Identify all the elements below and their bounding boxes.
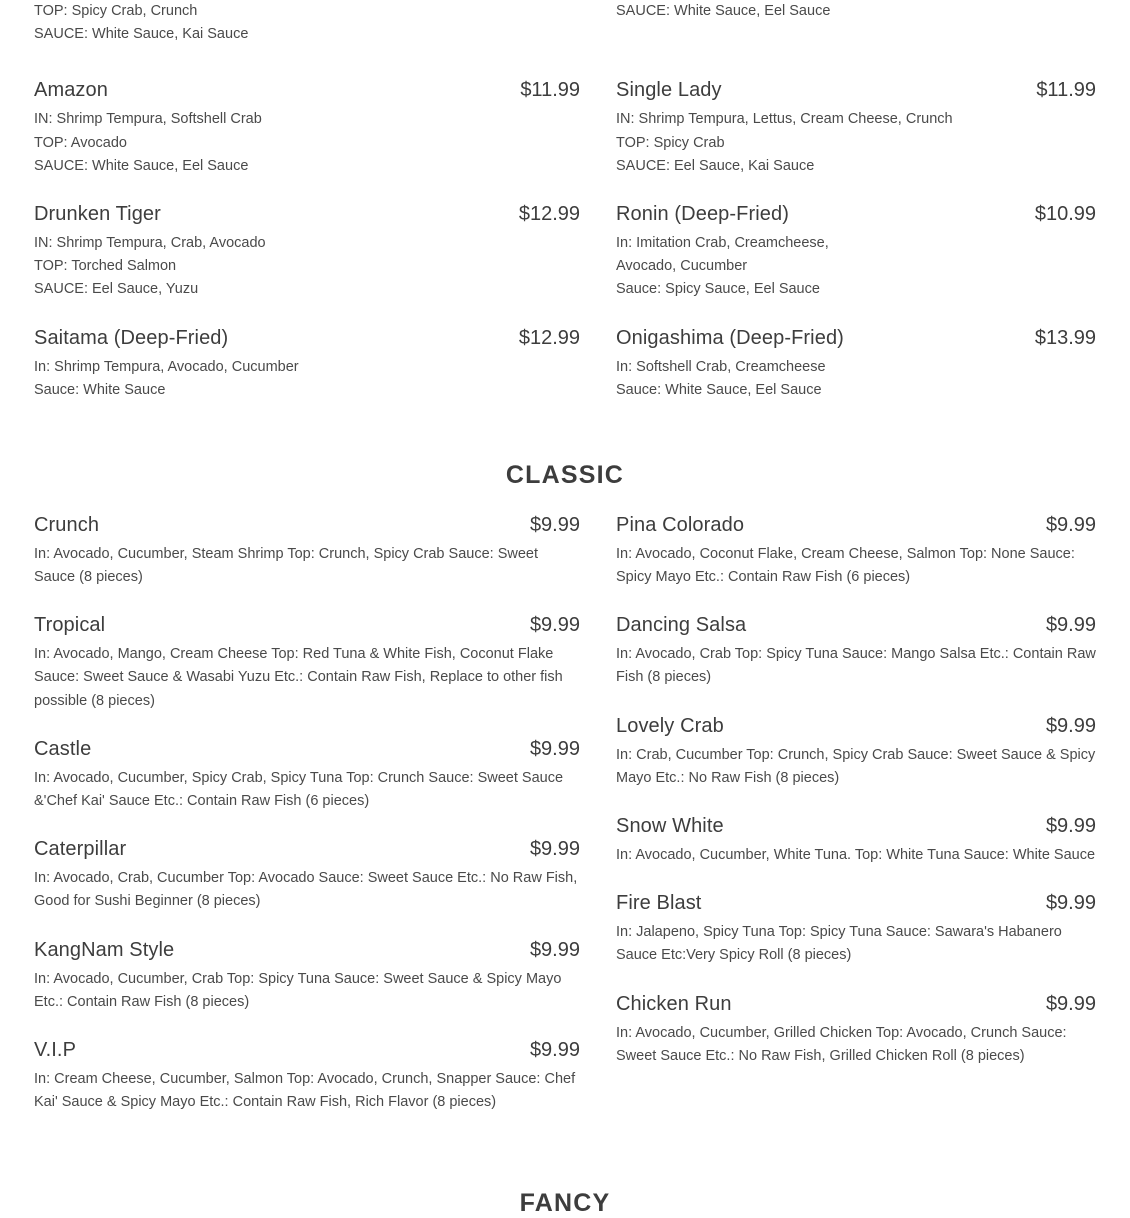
description-line: In: Shrimp Tempura, Avocado, Cucumber xyxy=(34,358,299,375)
menu-item-header xyxy=(616,612,1096,639)
menu-item-price: $11.99 xyxy=(1036,79,1096,102)
menu-item-kangnam-style[interactable] xyxy=(34,937,580,1014)
description-line: Avocado, Cucumber xyxy=(616,258,748,275)
menu-item-name: Amazon xyxy=(34,79,108,102)
menu-item-ronin[interactable] xyxy=(616,201,1096,302)
menu-item-header xyxy=(616,713,1096,740)
menu-item-pina-colorado[interactable] xyxy=(616,512,1096,589)
top-partial-left-column xyxy=(34,0,580,69)
menu-item-tropical[interactable] xyxy=(34,612,580,713)
menu-item-single-lady[interactable] xyxy=(616,77,1096,178)
menu-item-price: $9.99 xyxy=(529,513,580,536)
description-line: TOP: Spicy Crab, Crunch xyxy=(34,3,198,19)
menu-item-description: In: Avocado, Cucumber, Steam Shrimp Top: Crunch, Spicy Crab Sauce: Sweet Sauce (8 pieces) xyxy=(34,545,538,586)
menu-item-drunken-tiger[interactable] xyxy=(34,201,580,302)
menu-item-lovely-crab[interactable] xyxy=(616,713,1096,790)
menu-item-header xyxy=(34,1037,580,1064)
menu-item-partial xyxy=(616,0,1096,23)
menu-item-description xyxy=(616,232,1096,302)
menu-item-name: Crunch xyxy=(34,513,100,536)
menu-item-description xyxy=(34,356,580,402)
classic-right-column xyxy=(616,512,1096,1137)
menu-item-price: $9.99 xyxy=(1045,614,1096,637)
menu-item-header xyxy=(34,836,580,863)
menu-item-chicken-run[interactable] xyxy=(616,991,1096,1068)
menu-item-description: In: Cream Cheese, Cucumber, Salmon Top: Avocado, Crunch, Snapper Sauce: Chef Kai' Sauce & Spicy Mayo Etc.: Contain Raw Fish, Rich Flavor (8 pieces) xyxy=(34,1070,576,1111)
menu-item-dancing-salsa[interactable] xyxy=(616,612,1096,689)
description-line: SAUCE: White Sauce, Eel Sauce xyxy=(34,157,249,174)
menu-item-description xyxy=(34,232,580,302)
description-line: In: Softshell Crab, Creamcheese xyxy=(616,358,826,375)
menu-item-price: $9.99 xyxy=(1045,892,1096,915)
menu-item-description xyxy=(616,108,1096,178)
menu-item-name: KangNam Style xyxy=(34,938,175,961)
menu-item-name: Pina Colorado xyxy=(616,513,745,536)
menu-item-name: Fire Blast xyxy=(616,892,702,915)
description-line: TOP: Spicy Crab xyxy=(616,134,725,151)
menu-item-description xyxy=(34,0,580,46)
menu-item-header xyxy=(616,991,1096,1018)
menu-item-header xyxy=(616,890,1096,917)
menu-item-price: $10.99 xyxy=(1034,202,1096,225)
specialty-left-column xyxy=(34,77,580,425)
menu-item-header xyxy=(616,813,1096,840)
menu-item-price: $9.99 xyxy=(529,938,580,961)
menu-item-fire-blast[interactable] xyxy=(616,890,1096,967)
menu-item-description xyxy=(616,356,1096,402)
menu-item-name: Drunken Tiger xyxy=(34,202,161,225)
menu-item-name: Castle xyxy=(34,737,92,760)
description-line: IN: Shrimp Tempura, Softshell Crab xyxy=(34,111,262,128)
menu-item-name: Onigashima (Deep-Fried) xyxy=(616,326,844,349)
menu-item-price: $9.99 xyxy=(529,737,580,760)
menu-item-description: In: Avocado, Coconut Flake, Cream Cheese, Salmon Top: None Sauce: Spicy Mayo Etc.: Contain Raw Fish (6 pieces) xyxy=(616,545,1075,586)
specialty-right-column xyxy=(616,77,1096,425)
menu-item-price: $11.99 xyxy=(520,79,580,102)
menu-item-header xyxy=(616,512,1096,539)
menu-item-description: In: Avocado, Crab Top: Spicy Tuna Sauce: Mango Salsa Etc.: Contain Raw Fish (8 pieces) xyxy=(616,646,1096,686)
menu-item-partial xyxy=(34,0,580,46)
menu-item-name: Caterpillar xyxy=(34,838,127,861)
description-line: SAUCE: White Sauce, Kai Sauce xyxy=(34,26,249,43)
menu-item-header xyxy=(34,325,580,352)
menu-item-price: $12.99 xyxy=(518,202,580,225)
menu-item-amazon[interactable] xyxy=(34,77,580,178)
section-title-fancy: FANCY xyxy=(519,1189,611,1218)
description-line: TOP: Avocado xyxy=(34,134,127,151)
menu-item-name: V.I.P xyxy=(34,1038,77,1061)
menu-item-name: Snow White xyxy=(616,815,724,837)
menu-item-description: In: Jalapeno, Spicy Tuna Top: Spicy Tuna Sauce: Sawara's Habanero Sauce Etc:Very Spicy Roll (8 pieces) xyxy=(616,924,1062,964)
description-line: IN: Shrimp Tempura, Lettus, Cream Cheese, Crunch xyxy=(616,111,953,128)
menu-item-price: $9.99 xyxy=(529,614,580,637)
description-line: In: Imitation Crab, Creamcheese, xyxy=(616,234,829,251)
menu-item-description xyxy=(34,108,580,178)
menu-item-price: $9.99 xyxy=(1045,714,1096,737)
menu-item-saitama[interactable] xyxy=(34,325,580,402)
menu-item-header xyxy=(34,937,580,964)
menu-item-name: Tropical xyxy=(34,614,106,637)
menu-item-description xyxy=(616,0,1096,23)
description-line: Sauce: Spicy Sauce, Eel Sauce xyxy=(616,281,820,298)
menu-item-header xyxy=(616,325,1096,352)
menu-item-name: Single Lady xyxy=(616,79,722,102)
section-title-classic: CLASSIC xyxy=(505,460,625,489)
menu-item-description: In: Avocado, Cucumber, Spicy Crab, Spicy Tuna Top: Crunch Sauce: Sweet Sauce &'Chef Kai' Sauce Etc.: Contain Raw Fish (6 pieces) xyxy=(34,769,564,809)
menu-item-price: $9.99 xyxy=(529,838,580,861)
menu-item-castle[interactable] xyxy=(34,736,580,813)
menu-item-description: In: Avocado, Cucumber, White Tuna. Top: White Tuna Sauce: White Sauce xyxy=(616,847,1096,863)
description-line: SAUCE: Eel Sauce, Kai Sauce xyxy=(616,157,815,174)
menu-item-header xyxy=(616,77,1096,104)
menu-item-header xyxy=(34,201,580,228)
description-line: Sauce: White Sauce xyxy=(34,381,166,398)
specialty-rolls-grid xyxy=(0,77,1130,425)
menu-item-price: $9.99 xyxy=(1045,815,1096,837)
menu-item-price: $9.99 xyxy=(529,1038,580,1061)
classic-grid xyxy=(0,512,1130,1137)
description-line: SAUCE: White Sauce, Eel Sauce xyxy=(616,3,831,19)
menu-item-vip[interactable] xyxy=(34,1037,580,1114)
menu-item-name: Saitama (Deep-Fried) xyxy=(34,326,229,349)
menu-item-description: In: Avocado, Cucumber, Grilled Chicken Top: Avocado, Crunch Sauce: Sweet Sauce Etc.: No Raw Fish, Grilled Chicken Roll (8 pieces) xyxy=(616,1024,1067,1064)
menu-item-name: Chicken Run xyxy=(616,992,732,1015)
menu-item-description: In: Avocado, Crab, Cucumber Top: Avocado Sauce: Sweet Sauce Etc.: No Raw Fish, Good for Sushi Beginner (8 pieces) xyxy=(34,870,578,910)
menu-item-description: In: Avocado, Mango, Cream Cheese Top: Red Tuna & White Fish, Coconut Flake Sauce: Sweet Sauce & Wasabi Yuzu Etc.: Contain Raw Fish, Replace to other fish possible (8 pieces) xyxy=(34,646,563,709)
menu-item-price: $13.99 xyxy=(1034,326,1096,349)
menu-item-header xyxy=(34,736,580,763)
classic-left-column xyxy=(34,512,580,1137)
menu-item-description: In: Avocado, Cucumber, Crab Top: Spicy Tuna Sauce: Sweet Sauce & Spicy Mayo Etc.: Contain Raw Fish (8 pieces) xyxy=(34,970,562,1010)
menu-item-crunch[interactable] xyxy=(34,512,580,589)
top-partial-right-column xyxy=(616,0,1096,69)
menu-item-name: Dancing Salsa xyxy=(616,614,747,637)
menu-item-name: Lovely Crab xyxy=(616,714,724,737)
description-line: TOP: Torched Salmon xyxy=(34,258,177,275)
menu-item-snow-white[interactable] xyxy=(616,813,1096,867)
menu-item-header xyxy=(616,201,1096,228)
menu-item-description: In: Crab, Cucumber Top: Crunch, Spicy Crab Sauce: Sweet Sauce & Spicy Mayo Etc.: No Raw Fish (8 pieces) xyxy=(616,746,1096,786)
description-line: IN: Shrimp Tempura, Crab, Avocado xyxy=(34,234,266,251)
menu-item-header xyxy=(34,512,580,539)
top-partial-rows xyxy=(0,0,1130,69)
menu-item-price: $9.99 xyxy=(1045,992,1096,1015)
menu-item-header xyxy=(34,612,580,639)
menu-item-onigashima[interactable] xyxy=(616,325,1096,402)
description-line: SAUCE: Eel Sauce, Yuzu xyxy=(34,281,199,298)
menu-item-header xyxy=(34,77,580,104)
menu-item-price: $12.99 xyxy=(518,326,580,349)
menu-item-price: $9.99 xyxy=(1045,513,1096,536)
menu-item-caterpillar[interactable] xyxy=(34,836,580,913)
description-line: Sauce: White Sauce, Eel Sauce xyxy=(616,381,822,398)
menu-item-name: Ronin (Deep-Fried) xyxy=(616,202,789,225)
